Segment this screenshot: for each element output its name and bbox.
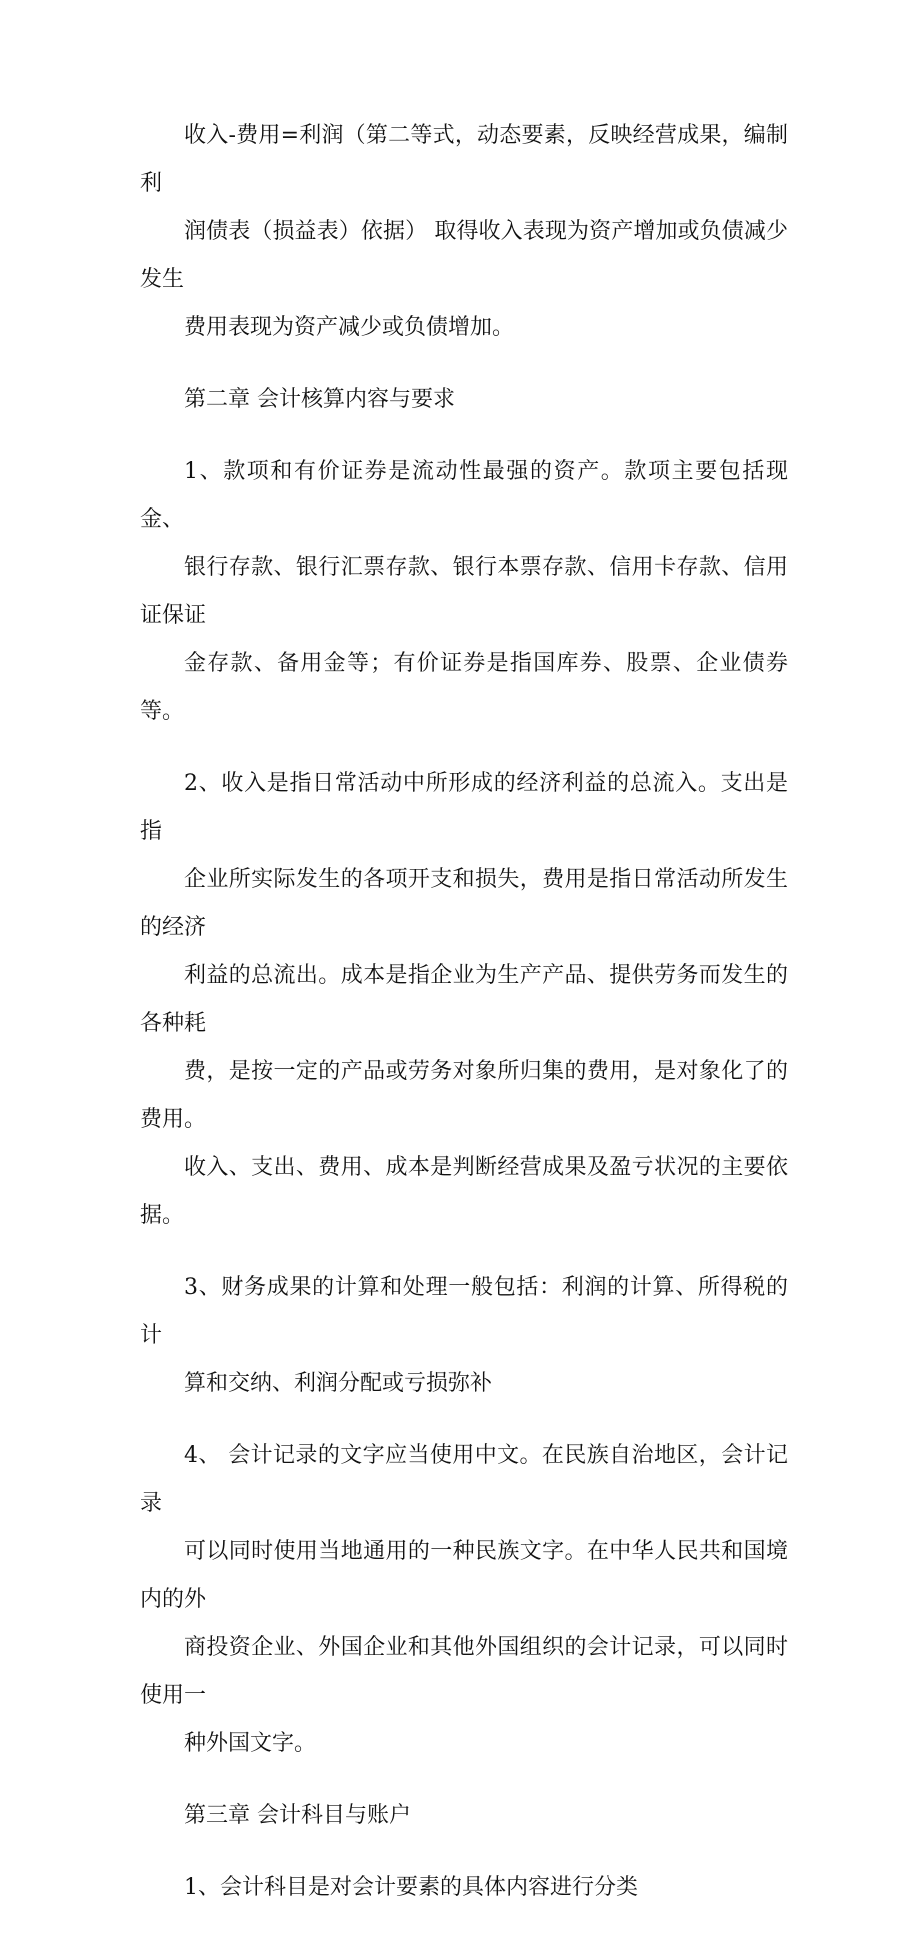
text-line: 商投资企业、外国企业和其他外国组织的会计记录，可以同时使用一 (140, 1635, 788, 1708)
paragraph-item-4-accounting-language (140, 1432, 788, 1768)
text-line: 润债表（损益表）依据） 取得收入表现为资产增加或负债减少 发生 (140, 219, 788, 292)
text-line: 收入-费用=利润（第二等式，动态要素，反映经营成果，编制利 (140, 123, 788, 196)
chapter-3-heading (140, 1792, 788, 1840)
chapter-2-heading (140, 376, 788, 424)
heading-text: 第二章 会计核算内容与要求 (184, 387, 455, 412)
text-line: 4、 会计记录的文字应当使用中文。在民族自治地区，会计记录 (140, 1443, 788, 1516)
paragraph-item-3-financial-results (140, 1264, 788, 1408)
text-line: 收入、支出、费用、成本是判断经营成果及盈亏状况的主要依据。 (140, 1155, 788, 1228)
text-line: 1、款项和有价证券是流动性最强的资产。款项主要包括现金、 (140, 459, 788, 532)
text-line: 1、会计科目是对会计要素的具体内容进行分类 (184, 1875, 638, 1900)
text-line: 算和交纳、利润分配或亏损弥补 (184, 1371, 493, 1396)
paragraph-item-1-accounting-subjects (140, 1864, 788, 1912)
document-body (140, 112, 788, 1936)
text-line: 3、财务成果的计算和处理一般包括：利润的计算、所得税的计 (140, 1275, 788, 1348)
heading-text: 第三章 会计科目与账户 (184, 1803, 411, 1828)
text-line: 金存款、备用金等；有价证券是指国库券、股票、企业债券等。 (140, 651, 788, 724)
text-line: 费用表现为资产减少或负债增加。 (184, 315, 515, 340)
text-line: 可以同时使用当地通用的一种民族文字。在中华人民共和国境内的外 (140, 1539, 788, 1612)
text-line: 利益的总流出。成本是指企业为生产产品、提供劳务而发生的各种耗 (140, 963, 788, 1036)
text-line: 银行存款、银行汇票存款、银行本票存款、信用卡存款、信用证保证 (140, 555, 788, 628)
paragraph-income-expense-profit (140, 112, 788, 352)
text-line: 种外国文字。 (184, 1731, 317, 1756)
text-line: 2、收入是指日常活动中所形成的经济利益的总流入。支出是指 (140, 771, 788, 844)
paragraph-item-2-income-costs (140, 760, 788, 1240)
text-line: 费，是按一定的产品或劳务对象所归集的费用，是对象化了的费用。 (140, 1059, 788, 1132)
text-line: 企业所实际发生的各项开支和损失，费用是指日常活动所发生的经济 (140, 867, 788, 940)
paragraph-item-1-funds-securities (140, 448, 788, 736)
